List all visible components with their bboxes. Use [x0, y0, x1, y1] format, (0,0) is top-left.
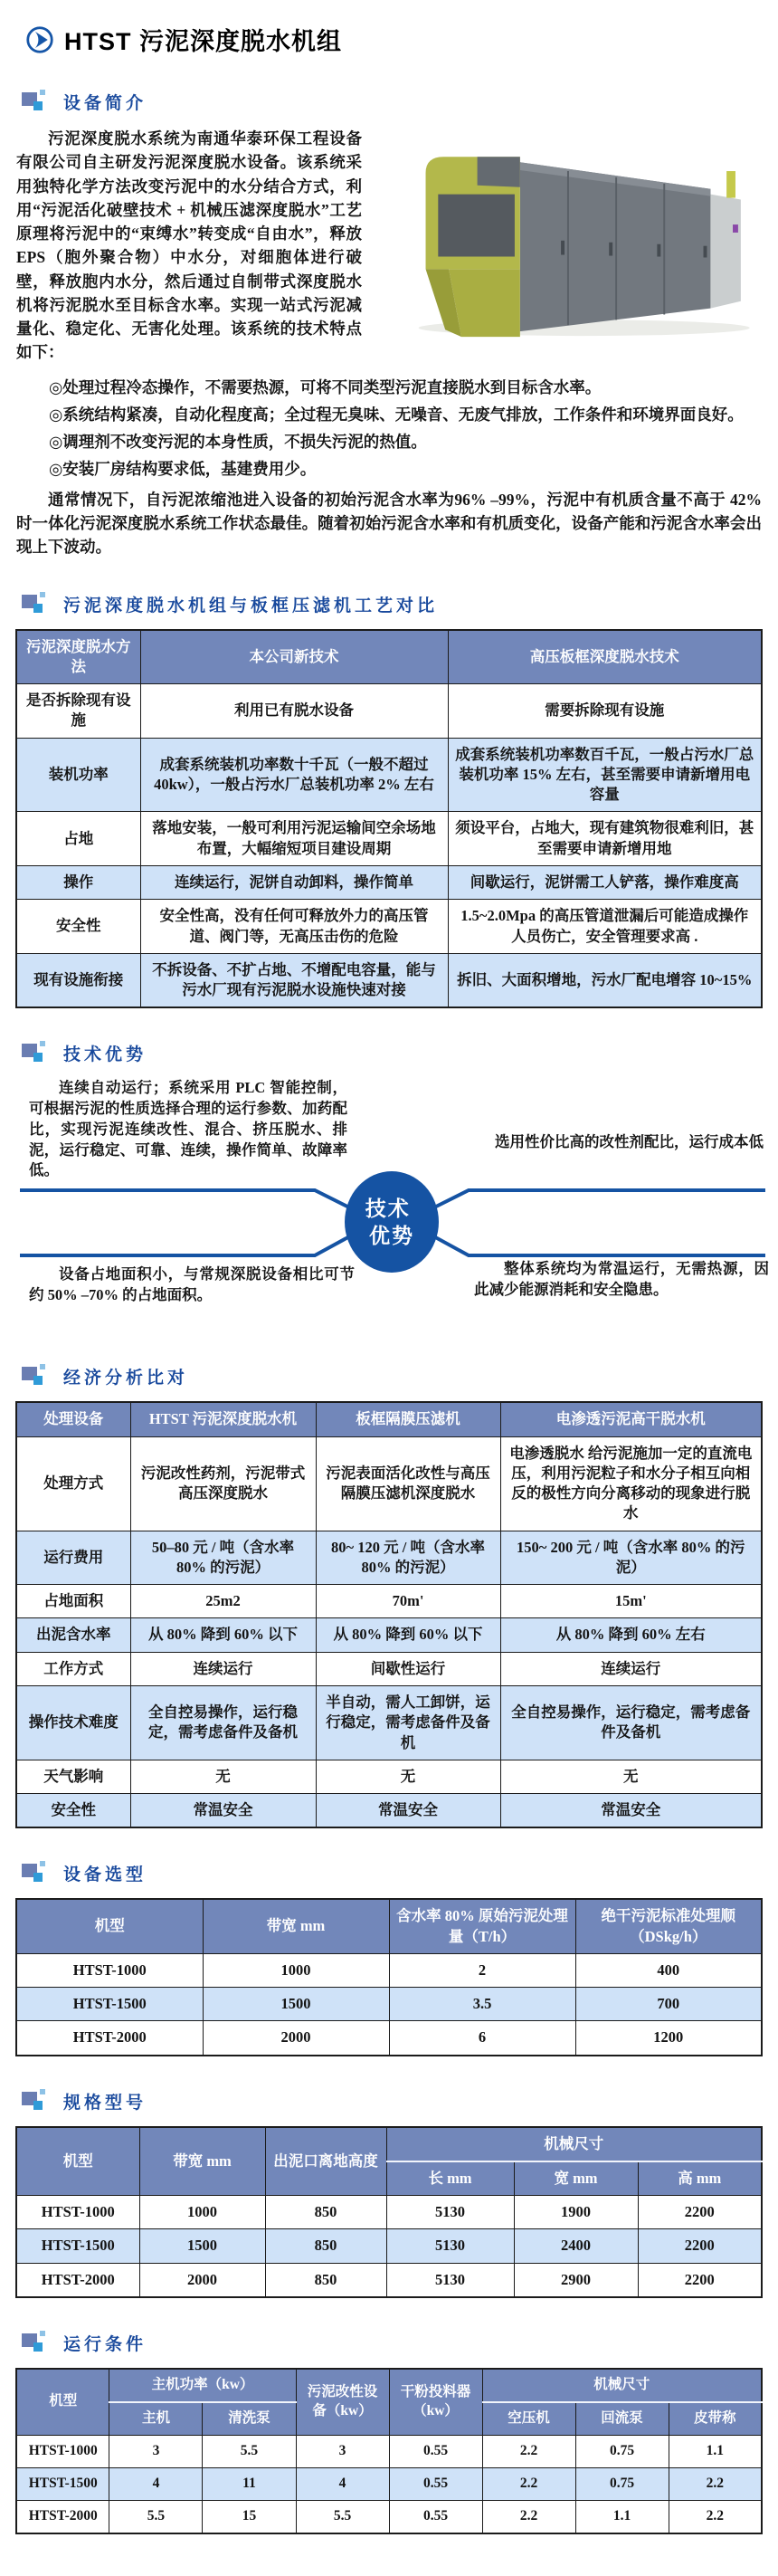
section-title-comparison: 污泥深度脱水机组与板框压滤机工艺对比: [63, 596, 439, 615]
cell: 常温安全: [316, 1794, 500, 1828]
cell: 不拆设备、不扩占地、不增配电容量，能与污水厂现有污泥脱水设施快速对接: [140, 953, 448, 1007]
cell: HTST-2000: [16, 2500, 109, 2533]
cell: 1200: [575, 2021, 762, 2056]
cell: 间歇运行，泥饼需工人铲落，操作难度高: [448, 866, 762, 900]
column-header: 出泥口离地高度: [265, 2127, 386, 2196]
cell: HTST-1500: [16, 1988, 203, 2021]
column-header: 回流泵: [575, 2402, 669, 2435]
cell: 安全性高，没有任何可释放外力的高压管道、阀门等，无高压击伤的危险: [140, 900, 448, 954]
cell: 操作技术难度: [16, 1686, 130, 1760]
cell: 5130: [386, 2263, 514, 2297]
column-header: 绝干污泥标准处理顺（DSkg/h）: [575, 1899, 762, 1953]
intro-paragraph-2: 通常情况下，自污泥浓缩池进入设备的初始污泥含水率为96% –99%，污泥中有机质含量不高于 42% 时一体化污泥深度脱水系统工作状态最佳。随着初始污泥含水率和有机质变化，设备产能和污泥含水率会出现上下波动。: [16, 490, 762, 557]
equipment-photo: [369, 118, 764, 340]
cell: 常温安全: [500, 1794, 762, 1828]
column-header: 清洗泵: [203, 2402, 296, 2435]
column-header-group: 主机功率（kw）: [109, 2369, 296, 2402]
table-row: [16, 2021, 762, 2056]
advantage-item: 整体系统均为常温运行，无需热源，因此减少能源消耗和安全隐患。: [474, 1260, 769, 1299]
cell: 1000: [203, 1953, 389, 1987]
cell: 成套系统装机功率数百千瓦，一般占污水厂总装机功率 15% 左右，甚至需要申请新增用电容量: [448, 738, 762, 812]
cell: 4: [296, 2467, 389, 2500]
section-head-selection: [22, 1861, 764, 1885]
cell: 无: [500, 1760, 762, 1793]
table-row: [16, 2435, 762, 2467]
cell: 2.2: [669, 2467, 762, 2500]
table-row: [16, 2196, 762, 2229]
column-header: 机型: [16, 2127, 139, 2196]
cell: 0.55: [389, 2435, 482, 2467]
cell: 占地面积: [16, 1585, 130, 1618]
cell: 利用已有脱水设备: [140, 684, 448, 739]
cell: 50–80 元 / 吨（含水率 80% 的污泥）: [130, 1531, 316, 1585]
cell: 4: [109, 2467, 203, 2500]
table-row: [16, 684, 762, 739]
section-title-intro: 设备简介: [63, 94, 147, 113]
cell: 0.55: [389, 2500, 482, 2533]
cell: 常温安全: [130, 1794, 316, 1828]
table-row: [16, 1531, 762, 1585]
page-title: HTST 污泥深度脱水机组: [64, 28, 342, 55]
cell: 工作方式: [16, 1652, 130, 1685]
cell: 污泥改性药剂，污泥带式高压深度脱水: [130, 1436, 316, 1531]
cell: 1500: [139, 2229, 265, 2263]
cell: 3: [109, 2435, 203, 2467]
cell: 2200: [638, 2229, 762, 2263]
cell: HTST-1000: [16, 2435, 109, 2467]
model-selection-table: [15, 1898, 763, 2056]
column-header: 长 mm: [386, 2161, 514, 2196]
intro-paragraph-1: 污泥深度脱水系统为南通华泰环保工程设备有限公司自主研发污泥深度脱水设备。该系统采用独特化学方法改变污泥中的水分结合方式，利用“污泥活化破壁技术 + 机械压滤深度脱水”工艺原理将污泥中的“束缚水”转变成“自由水”，释放 EPS（胞外聚合物）中水分，对细胞体进行破壁，释放胞内水分，然后通过自制带式深度脱水机将污泥脱水至目标含水率。实现一站式污泥减量化、稳定化、无害化处理。该系统的技术特点如下：: [16, 129, 362, 362]
cell: 5130: [386, 2196, 514, 2229]
cell: 运行费用: [16, 1531, 130, 1585]
cell: 现有设施衔接: [16, 953, 140, 1007]
cell: 1900: [514, 2196, 638, 2229]
cell: 400: [575, 1953, 762, 1987]
column-header: 带宽 mm: [139, 2127, 265, 2196]
dewatering-machine-illustration: [369, 118, 764, 340]
column-header-group: 机械尺寸: [386, 2127, 762, 2161]
cell: 2200: [638, 2263, 762, 2297]
cell: 须设平台，占地大，现有建筑物很难利旧，甚至需要申请新增用地: [448, 812, 762, 866]
cell: 需要拆除现有设施: [448, 684, 762, 739]
cell: 850: [265, 2263, 386, 2297]
economic-analysis-table: [15, 1401, 763, 1828]
cell: 850: [265, 2229, 386, 2263]
cell: 安全性: [16, 1794, 130, 1828]
cell: 5130: [386, 2229, 514, 2263]
section-head-intro: [22, 90, 764, 114]
table-row: [16, 2263, 762, 2297]
blue-squares-icon: [22, 1861, 49, 1885]
cell: 从 80% 降到 60% 以下: [316, 1618, 500, 1652]
table-row: [16, 866, 762, 900]
cell: 操作: [16, 866, 140, 900]
table-header-row: [16, 2127, 762, 2161]
cell: 700: [575, 1988, 762, 2021]
cell: 1.1: [669, 2435, 762, 2467]
cell: 15m': [500, 1585, 762, 1618]
table-row: [16, 812, 762, 866]
blue-squares-icon: [22, 1364, 49, 1388]
cell: 25m2: [130, 1585, 316, 1618]
table-row: [16, 1436, 762, 1531]
table-row: [16, 738, 762, 812]
cell: 占地: [16, 812, 140, 866]
cell: 850: [265, 2196, 386, 2229]
advantages-center-circle: [345, 1171, 439, 1273]
intro-block: [14, 127, 764, 559]
section-head-specs: [22, 2089, 764, 2113]
cell: 2.2: [482, 2500, 575, 2533]
table-row: [16, 2500, 762, 2533]
cell: 无: [130, 1760, 316, 1793]
column-header: 空压机: [482, 2402, 575, 2435]
cell: 2.2: [482, 2467, 575, 2500]
cell: 2000: [203, 2021, 389, 2056]
cell: 1.1: [575, 2500, 669, 2533]
operating-conditions-table: [15, 2368, 763, 2534]
cell: 出泥含水率: [16, 1618, 130, 1652]
cell: 从 80% 降到 60% 以下: [130, 1618, 316, 1652]
table-header-row: [16, 1899, 762, 1953]
cell: 是否拆除现有设施: [16, 684, 140, 739]
column-header: 主机: [109, 2402, 203, 2435]
column-header: 皮带称: [669, 2402, 762, 2435]
column-header: 带宽 mm: [203, 1899, 389, 1953]
column-header: HTST 污泥深度脱水机: [130, 1402, 316, 1436]
table-header-row: [16, 2369, 762, 2402]
feature-item: ◎处理过程冷态操作，不需要热源，可将不同类型污泥直接脱水到目标含水率。: [49, 377, 602, 396]
cell: 2000: [139, 2263, 265, 2297]
feature-item: ◎安装厂房结构要求低，基建费用少。: [49, 459, 317, 478]
cell: HTST-2000: [16, 2263, 139, 2297]
blue-squares-icon: [22, 90, 49, 114]
page-title-bar: [25, 22, 764, 57]
cell: 2900: [514, 2263, 638, 2297]
column-header: 污泥深度脱水方法: [16, 630, 140, 684]
cell: 成套系统装机功率数十千瓦（一般不超过 40kw），一般占污水厂总装机功率 2% 左右: [140, 738, 448, 812]
advantages-center-label: 技术 优势: [365, 1197, 414, 1248]
table-row: [16, 953, 762, 1007]
section-title-selection: 设备选型: [63, 1865, 147, 1885]
table-header-row: [16, 630, 762, 684]
cell: 安全性: [16, 900, 140, 954]
cell: 间歇性运行: [316, 1652, 500, 1685]
advantages-diagram: [16, 1078, 769, 1321]
section-head-operating: [22, 2331, 764, 2355]
cell: 处理方式: [16, 1436, 130, 1531]
cell: HTST-1500: [16, 2467, 109, 2500]
table-row: [16, 1953, 762, 1987]
cell: 5.5: [203, 2435, 296, 2467]
cell: 连续运行，泥饼自动卸料，操作简单: [140, 866, 448, 900]
column-header: 机型: [16, 1899, 203, 1953]
column-header: 板框隔膜压滤机: [316, 1402, 500, 1436]
cell: 1.5~2.0Mpa 的高压管道泄漏后可能造成操作人员伤亡，安全管理要求高 .: [448, 900, 762, 954]
table-row: [16, 2467, 762, 2500]
column-header: 干粉投料器（kw）: [389, 2369, 482, 2435]
cell: 15: [203, 2500, 296, 2533]
cell: 落地安装，一般可利用污泥运输间空余场地布置，大幅缩短项目建设周期: [140, 812, 448, 866]
feature-item: ◎调理剂不改变污泥的本身性质，不损失污泥的热值。: [49, 432, 427, 451]
column-header: 电渗透污泥高干脱水机: [500, 1402, 762, 1436]
cell: 2200: [638, 2196, 762, 2229]
cell: 3.5: [389, 1988, 575, 2021]
column-header: 宽 mm: [514, 2161, 638, 2196]
cell: 1500: [203, 1988, 389, 2021]
table-row: [16, 900, 762, 954]
cell: 全自控易操作，运行稳定，需考虑备件及备机: [130, 1686, 316, 1760]
section-title-operating: 运行条件: [63, 2334, 147, 2354]
cell: 0.55: [389, 2467, 482, 2500]
cell: 5.5: [109, 2500, 203, 2533]
blue-squares-icon: [22, 2089, 49, 2113]
cell: 装机功率: [16, 738, 140, 812]
advantage-item: 选用性价比高的改性剂配比，运行成本低: [495, 1133, 764, 1151]
cell: 5.5: [296, 2500, 389, 2533]
cell: 全自控易操作，运行稳定，需考虑备件及备机: [500, 1686, 762, 1760]
cell: 2: [389, 1953, 575, 1987]
process-comparison-table: [15, 629, 763, 1009]
cell: 150~ 200 元 / 吨（含水率 80% 的污泥）: [500, 1531, 762, 1585]
column-header: 本公司新技术: [140, 630, 448, 684]
table-row: [16, 1585, 762, 1618]
cell: 0.75: [575, 2435, 669, 2467]
section-head-economic: [22, 1364, 764, 1388]
table-row: [16, 1794, 762, 1828]
cell: 连续运行: [130, 1652, 316, 1685]
table-header-row: [16, 1402, 762, 1436]
cell: 连续运行: [500, 1652, 762, 1685]
advantage-item: 连续自动运行；系统采用 PLC 智能控制，可根据污泥的性质选择合理的运行参数、加药配比，实现污泥连续改性、混合、挤压脱水、排泥，运行稳定、可靠、连续，操作简单、故障率低。: [29, 1079, 347, 1179]
feature-item: ◎系统结构紧凑，自动化程度高；全过程无臭味、无噪音、无废气排放，工作条件和环境界面良好。: [49, 405, 744, 424]
cell: 无: [316, 1760, 500, 1793]
cell: HTST-2000: [16, 2021, 203, 2056]
cell: 80~ 120 元 / 吨（含水率 80% 的污泥）: [316, 1531, 500, 1585]
cell: 电渗透脱水 给污泥施加一定的直流电压，利用污泥粒子和水分子相互向相反的极性方向分离移动的现象进行脱水: [500, 1436, 762, 1531]
cell: 0.75: [575, 2467, 669, 2500]
table-row: [16, 1760, 762, 1793]
column-header: 机型: [16, 2369, 109, 2435]
table-row: [16, 2229, 762, 2263]
column-header: 高压板框深度脱水技术: [448, 630, 762, 684]
play-circle-icon: [25, 25, 54, 54]
cell: HTST-1500: [16, 2229, 139, 2263]
table-row: [16, 1652, 762, 1685]
column-header: 污泥改性设备（kw）: [296, 2369, 389, 2435]
cell: 拆旧、大面积增地，污水厂配电增容 10~15%: [448, 953, 762, 1007]
advantage-item: 设备占地面积小，与常规深脱设备相比可节约 50% –70% 的占地面积。: [29, 1265, 355, 1304]
column-header: 高 mm: [638, 2161, 762, 2196]
table-row: [16, 1988, 762, 2021]
cell: 11: [203, 2467, 296, 2500]
cell: 70m': [316, 1585, 500, 1618]
cell: 3: [296, 2435, 389, 2467]
specifications-table: [15, 2126, 763, 2298]
section-head-advantages: [22, 1041, 764, 1065]
column-header: 处理设备: [16, 1402, 130, 1436]
blue-squares-icon: [22, 1041, 49, 1065]
cell: HTST-1000: [16, 1953, 203, 1987]
cell: 2400: [514, 2229, 638, 2263]
cell: 2.2: [482, 2435, 575, 2467]
section-title-advantages: 技术优势: [63, 1045, 147, 1065]
blue-squares-icon: [22, 2331, 49, 2355]
cell: 1000: [139, 2196, 265, 2229]
section-title-economic: 经济分析比对: [63, 1369, 189, 1388]
cell: 污泥表面活化改性与高压隔膜压滤机深度脱水: [316, 1436, 500, 1531]
cell: 6: [389, 2021, 575, 2056]
column-header: 含水率 80% 原始污泥处理量（T/h）: [389, 1899, 575, 1953]
section-title-specs: 规格型号: [63, 2093, 147, 2113]
table-row: [16, 1686, 762, 1760]
column-header-group: 机械尺寸: [482, 2369, 762, 2402]
cell: 从 80% 降到 60% 左右: [500, 1618, 762, 1652]
table-row: [16, 1618, 762, 1652]
cell: HTST-1000: [16, 2196, 139, 2229]
cell: 2.2: [669, 2500, 762, 2533]
feature-list: [49, 374, 764, 482]
cell: 天气影响: [16, 1760, 130, 1793]
cell: 半自动，需人工卸饼，运行稳定，需考虑备件及备机: [316, 1686, 500, 1760]
blue-squares-icon: [22, 592, 49, 616]
section-head-comparison: [22, 592, 764, 616]
